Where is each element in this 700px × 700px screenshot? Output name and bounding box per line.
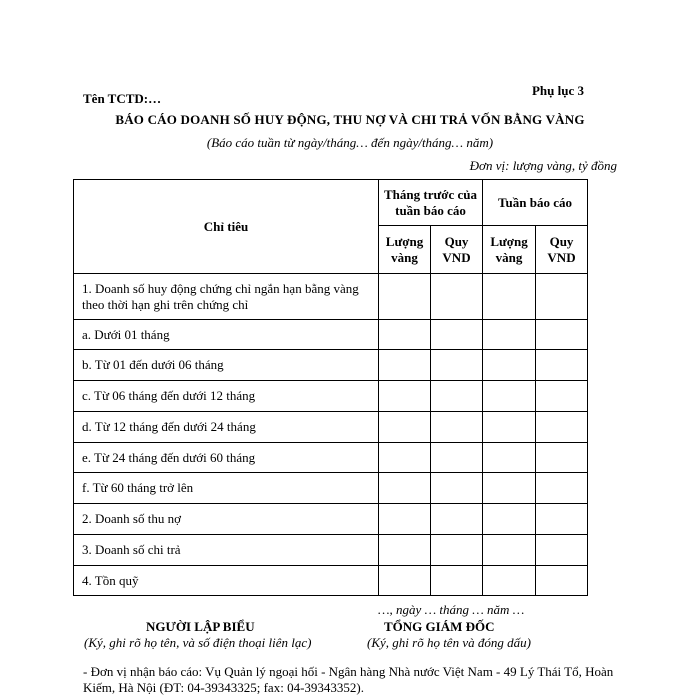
table-cell (379, 504, 431, 535)
table-cell (379, 274, 431, 320)
preparer-note: (Ký, ghi rõ họ tên, và số điện thoại liên lạc) (84, 635, 312, 650)
subheader-gold-prev: Lượng vàng (379, 226, 431, 274)
table-cell (536, 473, 588, 504)
table-cell (379, 443, 431, 473)
header-previous-month: Tháng trước của tuần báo cáo (379, 180, 483, 226)
row-label: b. Từ 01 đến dưới 06 tháng (74, 350, 379, 381)
subheader-gold-week: Lượng vàng (483, 226, 536, 274)
row-label: 2. Doanh số thu nợ (74, 504, 379, 535)
table-cell (379, 320, 431, 350)
table-cell (431, 320, 483, 350)
director-title: TỔNG GIÁM ĐỐC (384, 619, 495, 634)
director-note: (Ký, ghi rõ họ tên và đóng dấu) (367, 635, 531, 650)
table-cell (483, 566, 536, 596)
table-cell (431, 350, 483, 381)
table-cell (483, 473, 536, 504)
table-cell (483, 381, 536, 412)
date-line: …, ngày … tháng … năm … (378, 602, 525, 617)
table-cell (431, 274, 483, 320)
table-row (74, 473, 588, 504)
row-label: a. Dưới 01 tháng (74, 320, 379, 350)
table-cell (379, 381, 431, 412)
table-cell (536, 443, 588, 473)
table-cell (483, 535, 536, 566)
table-cell (536, 504, 588, 535)
row-label: 4. Tồn quỹ (74, 566, 379, 596)
table-row (74, 443, 588, 473)
table-cell (536, 274, 588, 320)
table-row (74, 504, 588, 535)
row-label: f. Từ 60 tháng trở lên (74, 473, 379, 504)
header-report-week: Tuần báo cáo (483, 180, 588, 226)
table-cell (483, 274, 536, 320)
preparer-title: NGƯỜI LẬP BIỂU (146, 619, 255, 634)
table-cell (536, 535, 588, 566)
table-cell (536, 566, 588, 596)
table-cell (431, 566, 483, 596)
report-table (73, 179, 588, 596)
report-subtitle: (Báo cáo tuần từ ngày/tháng… đến ngày/tháng… năm) (206, 135, 494, 150)
header-indicator: Chỉ tiêu (74, 180, 379, 274)
table-cell (431, 504, 483, 535)
table-cell (431, 473, 483, 504)
table-row (74, 320, 588, 350)
table-row (74, 381, 588, 412)
table-cell (536, 350, 588, 381)
table-cell (379, 473, 431, 504)
row-label: 1. Doanh số huy động chứng chỉ ngắn hạn bằng vàng theo thời hạn ghi trên chứng chỉ (74, 274, 379, 320)
table-row (74, 274, 588, 320)
table-cell (536, 412, 588, 443)
table-cell (536, 381, 588, 412)
table-cell (431, 443, 483, 473)
table-cell (379, 566, 431, 596)
table-cell (431, 381, 483, 412)
table-cell (379, 350, 431, 381)
unit-note: Đơn vị: lượng vàng, tỷ đồng (469, 158, 617, 173)
table-cell (483, 443, 536, 473)
recipient-note: - Đơn vị nhận báo cáo: Vụ Quản lý ngoại hối - Ngân hàng Nhà nước Việt Nam - 49 Lý Thái Tổ, Hoàn Kiếm, Hà Nội (ĐT: 04-39343325; fax: 04-39343352). (83, 664, 614, 695)
table-cell (379, 412, 431, 443)
table-row (74, 535, 588, 566)
appendix-label: Phụ lục 3 (531, 83, 584, 98)
table-cell (536, 320, 588, 350)
report-title: BÁO CÁO DOANH SỐ HUY ĐỘNG, THU NỢ VÀ CHI TRẢ VỐN BẰNG VÀNG (115, 112, 585, 127)
row-label: c. Từ 06 tháng đến dưới 12 tháng (74, 381, 379, 412)
subheader-vnd-prev: Quy VND (431, 226, 483, 274)
table-cell (483, 320, 536, 350)
table-cell (483, 504, 536, 535)
row-label: e. Từ 24 tháng đến dưới 60 tháng (74, 443, 379, 473)
table-cell (431, 535, 483, 566)
organization-name: Tên TCTD:… (83, 91, 162, 106)
row-label: 3. Doanh số chi trả (74, 535, 379, 566)
row-label: d. Từ 12 tháng đến dưới 24 tháng (74, 412, 379, 443)
subheader-vnd-week: Quy VND (536, 226, 588, 274)
table-cell (483, 350, 536, 381)
table-row (74, 412, 588, 443)
table-row (74, 566, 588, 596)
table-cell (483, 412, 536, 443)
table-cell (379, 535, 431, 566)
table-row (74, 350, 588, 381)
table-cell (431, 412, 483, 443)
